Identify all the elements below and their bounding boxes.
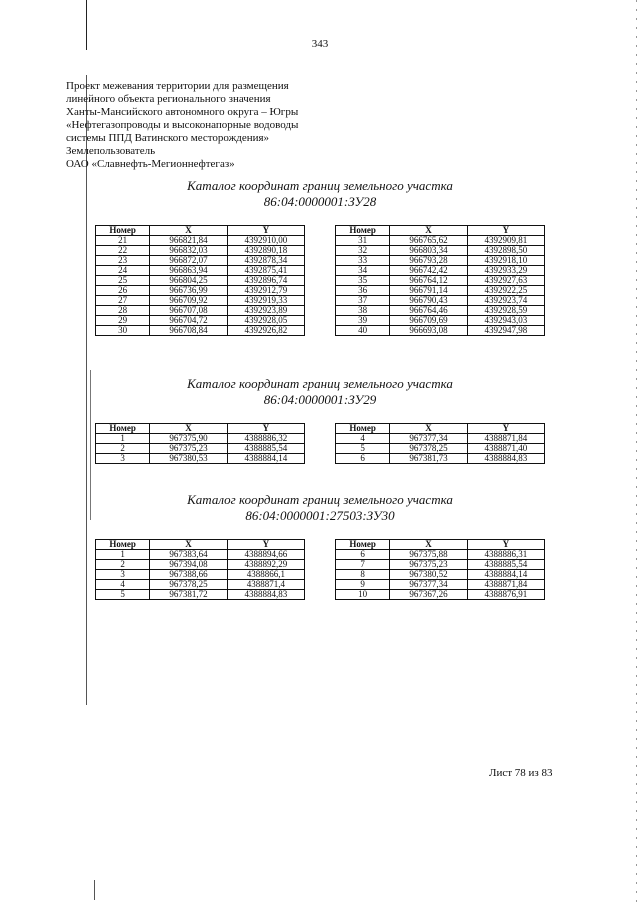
table-row [96, 454, 305, 464]
x-coordinate-cell: 966764,12 [390, 276, 467, 286]
y-header: Y [467, 226, 544, 236]
x-coordinate-cell: 967377,34 [390, 580, 467, 590]
x-coordinate-cell: 967383,64 [150, 550, 227, 560]
x-coordinate-cell: 967377,34 [390, 434, 467, 444]
y-coordinate-cell: 4388871,84 [467, 434, 544, 444]
table-row [96, 560, 305, 570]
y-coordinate-cell: 4392947,98 [467, 326, 544, 336]
point-number-cell: 30 [96, 326, 150, 336]
header-line: ОАО «Славнефть-Мегионнефтегаз» [66, 158, 235, 170]
point-number-cell: 8 [336, 570, 390, 580]
y-header: Y [467, 424, 544, 434]
table-row [336, 266, 545, 276]
x-coordinate-cell: 967381,73 [390, 454, 467, 464]
x-header: X [150, 540, 227, 550]
x-coordinate-cell: 967378,25 [390, 444, 467, 454]
table-row [336, 286, 545, 296]
catalog-title-block [0, 492, 640, 524]
y-coordinate-cell: 4388884,14 [227, 454, 304, 464]
x-header: X [390, 226, 467, 236]
table-row [96, 236, 305, 246]
point-number-cell: 26 [96, 286, 150, 296]
point-number-cell: 5 [96, 590, 150, 600]
y-coordinate-cell: 4392896,74 [227, 276, 304, 286]
x-coordinate-cell: 967375,23 [390, 560, 467, 570]
y-coordinate-cell: 4388884,14 [467, 570, 544, 580]
x-coordinate-cell: 967394,08 [150, 560, 227, 570]
point-number-cell: 2 [96, 560, 150, 570]
table-row [96, 286, 305, 296]
table-row [336, 570, 545, 580]
table-row [96, 266, 305, 276]
catalog-title-block [0, 376, 640, 408]
x-coordinate-cell: 966765,62 [390, 236, 467, 246]
header-line: Проект межевания территории для размещения [66, 80, 289, 92]
x-coordinate-cell: 967378,25 [150, 580, 227, 590]
point-number-cell: 36 [336, 286, 390, 296]
x-coordinate-cell: 966736,99 [150, 286, 227, 296]
x-coordinate-cell: 966707,08 [150, 306, 227, 316]
catalog-parcel-id: 86:04:0000001:27503:ЗУ30 [245, 508, 395, 523]
table-row [96, 316, 305, 326]
point-number-cell: 5 [336, 444, 390, 454]
x-coordinate-cell: 966708,84 [150, 326, 227, 336]
y-coordinate-cell: 4392919,33 [227, 296, 304, 306]
scan-edge-noise [636, 0, 637, 905]
x-coordinate-cell: 967375,23 [150, 444, 227, 454]
x-coordinate-cell: 966704,72 [150, 316, 227, 326]
table-row [336, 296, 545, 306]
coordinates-table [335, 423, 545, 464]
x-coordinate-cell: 966793,28 [390, 256, 467, 266]
table-row [96, 326, 305, 336]
table-row [336, 444, 545, 454]
point-number-cell: 25 [96, 276, 150, 286]
x-coordinate-cell: 967380,52 [390, 570, 467, 580]
catalog-title: Каталог координат границ земельного участка [187, 178, 453, 193]
x-coordinate-cell: 967388,66 [150, 570, 227, 580]
header-line: «Нефтегазопроводы и высоконапорные водоводы [66, 119, 299, 131]
point-number-cell: 3 [96, 570, 150, 580]
catalog-title-block [0, 178, 640, 210]
y-coordinate-cell: 4388885,54 [467, 560, 544, 570]
catalog-parcel-id: 86:04:0000001:ЗУ28 [263, 194, 377, 209]
x-header: X [390, 540, 467, 550]
table-row [96, 276, 305, 286]
project-header [66, 80, 298, 171]
x-coordinate-cell: 966804,25 [150, 276, 227, 286]
y-coordinate-cell: 4388886,32 [227, 434, 304, 444]
table-header-row [336, 540, 545, 550]
y-coordinate-cell: 4392928,05 [227, 316, 304, 326]
table-row [96, 444, 305, 454]
y-coordinate-cell: 4392912,79 [227, 286, 304, 296]
table-row [336, 550, 545, 560]
y-coordinate-cell: 4392909,81 [467, 236, 544, 246]
header-line: линейного объекта регионального значения [66, 93, 271, 105]
table-row [336, 454, 545, 464]
catalog-title: Каталог координат границ земельного участка [187, 376, 453, 391]
y-coordinate-cell: 4392878,34 [227, 256, 304, 266]
table-row [96, 246, 305, 256]
point-number-cell: 23 [96, 256, 150, 266]
point-number-cell: 7 [336, 560, 390, 570]
point-number-header: Номер [96, 540, 150, 550]
header-line: Землепользователь [66, 145, 156, 157]
x-coordinate-cell: 966872,07 [150, 256, 227, 266]
x-header: X [150, 424, 227, 434]
y-header: Y [227, 424, 304, 434]
point-number-cell: 35 [336, 276, 390, 286]
y-coordinate-cell: 4392923,89 [227, 306, 304, 316]
point-number-cell: 10 [336, 590, 390, 600]
sheet-counter: Лист 78 из 83 [489, 767, 553, 779]
y-header: Y [467, 540, 544, 550]
x-coordinate-cell: 966764,46 [390, 306, 467, 316]
y-coordinate-cell: 4392875,41 [227, 266, 304, 276]
x-coordinate-cell: 966693,08 [390, 326, 467, 336]
x-header: X [390, 424, 467, 434]
coordinates-table [95, 423, 305, 464]
table-row [336, 236, 545, 246]
table-row [336, 590, 545, 600]
point-number-cell: 22 [96, 246, 150, 256]
point-number-cell: 34 [336, 266, 390, 276]
table-row [336, 560, 545, 570]
point-number-header: Номер [336, 540, 390, 550]
point-number-cell: 3 [96, 454, 150, 464]
y-coordinate-cell: 4388884,83 [227, 590, 304, 600]
y-coordinate-cell: 4392898,50 [467, 246, 544, 256]
y-coordinate-cell: 4388892,29 [227, 560, 304, 570]
table-row [96, 580, 305, 590]
table-row [336, 316, 545, 326]
point-number-header: Номер [96, 226, 150, 236]
y-coordinate-cell: 4392890,18 [227, 246, 304, 256]
point-number-cell: 6 [336, 550, 390, 560]
point-number-cell: 39 [336, 316, 390, 326]
y-coordinate-cell: 4388885,54 [227, 444, 304, 454]
point-number-header: Номер [96, 424, 150, 434]
x-coordinate-cell: 966790,43 [390, 296, 467, 306]
y-coordinate-cell: 4388871,4 [227, 580, 304, 590]
table-row [336, 326, 545, 336]
x-coordinate-cell: 967367,26 [390, 590, 467, 600]
y-coordinate-cell: 4392943,03 [467, 316, 544, 326]
table-row [96, 434, 305, 444]
table-row [336, 246, 545, 256]
point-number-cell: 1 [96, 434, 150, 444]
y-header: Y [227, 540, 304, 550]
point-number-cell: 6 [336, 454, 390, 464]
x-coordinate-cell: 966803,34 [390, 246, 467, 256]
x-coordinate-cell: 967375,90 [150, 434, 227, 444]
point-number-cell: 31 [336, 236, 390, 246]
y-coordinate-cell: 4392933,29 [467, 266, 544, 276]
table-row [96, 550, 305, 560]
y-coordinate-cell: 4392922,25 [467, 286, 544, 296]
table-row [336, 434, 545, 444]
y-coordinate-cell: 4392918,10 [467, 256, 544, 266]
x-coordinate-cell: 966709,92 [150, 296, 227, 306]
point-number-cell: 32 [336, 246, 390, 256]
y-coordinate-cell: 4392928,59 [467, 306, 544, 316]
table-row [336, 306, 545, 316]
header-line: Ханты-Мансийского автономного округа – Югры [66, 106, 299, 118]
point-number-cell: 40 [336, 326, 390, 336]
x-coordinate-cell: 967380,53 [150, 454, 227, 464]
table-row [96, 590, 305, 600]
coordinates-table [95, 539, 305, 600]
y-coordinate-cell: 4392927,63 [467, 276, 544, 286]
y-coordinate-cell: 4388871,84 [467, 580, 544, 590]
table-header-row [96, 540, 305, 550]
point-number-cell: 4 [96, 580, 150, 590]
x-coordinate-cell: 966791,14 [390, 286, 467, 296]
table-row [96, 296, 305, 306]
x-coordinate-cell: 966832,03 [150, 246, 227, 256]
y-coordinate-cell: 4388884,83 [467, 454, 544, 464]
point-number-cell: 9 [336, 580, 390, 590]
table-row [336, 580, 545, 590]
catalog-title: Каталог координат границ земельного участка [187, 492, 453, 507]
point-number-cell: 29 [96, 316, 150, 326]
coordinates-table [95, 225, 305, 336]
table-header-row [336, 226, 545, 236]
point-number-cell: 2 [96, 444, 150, 454]
point-number-cell: 33 [336, 256, 390, 266]
table-header-row [96, 226, 305, 236]
x-coordinate-cell: 967375,88 [390, 550, 467, 560]
point-number-header: Номер [336, 226, 390, 236]
point-number-cell: 4 [336, 434, 390, 444]
x-coordinate-cell: 967381,72 [150, 590, 227, 600]
y-coordinate-cell: 4388866,1 [227, 570, 304, 580]
table-header-row [336, 424, 545, 434]
point-number-cell: 37 [336, 296, 390, 306]
catalog-parcel-id: 86:04:0000001:ЗУ29 [263, 392, 377, 407]
point-number-cell: 27 [96, 296, 150, 306]
y-coordinate-cell: 4388871,40 [467, 444, 544, 454]
point-number-cell: 24 [96, 266, 150, 276]
coordinates-table [335, 539, 545, 600]
table-row [336, 256, 545, 266]
scan-binding-line [94, 880, 95, 900]
coordinates-table [335, 225, 545, 336]
point-number-cell: 38 [336, 306, 390, 316]
table-row [336, 276, 545, 286]
x-coordinate-cell: 966742,42 [390, 266, 467, 276]
y-coordinate-cell: 4388886,31 [467, 550, 544, 560]
table-row [96, 570, 305, 580]
x-coordinate-cell: 966863,94 [150, 266, 227, 276]
point-number-header: Номер [336, 424, 390, 434]
page-number: 343 [311, 38, 329, 50]
y-header: Y [227, 226, 304, 236]
y-coordinate-cell: 4388894,66 [227, 550, 304, 560]
point-number-cell: 1 [96, 550, 150, 560]
table-row [96, 306, 305, 316]
x-coordinate-cell: 966821,84 [150, 236, 227, 246]
y-coordinate-cell: 4388876,91 [467, 590, 544, 600]
y-coordinate-cell: 4392923,74 [467, 296, 544, 306]
x-header: X [150, 226, 227, 236]
y-coordinate-cell: 4392910,00 [227, 236, 304, 246]
header-line: системы ППД Ватинского месторождения» [66, 132, 270, 144]
point-number-cell: 28 [96, 306, 150, 316]
table-row [96, 256, 305, 266]
table-header-row [96, 424, 305, 434]
x-coordinate-cell: 966709,69 [390, 316, 467, 326]
point-number-cell: 21 [96, 236, 150, 246]
y-coordinate-cell: 4392926,82 [227, 326, 304, 336]
